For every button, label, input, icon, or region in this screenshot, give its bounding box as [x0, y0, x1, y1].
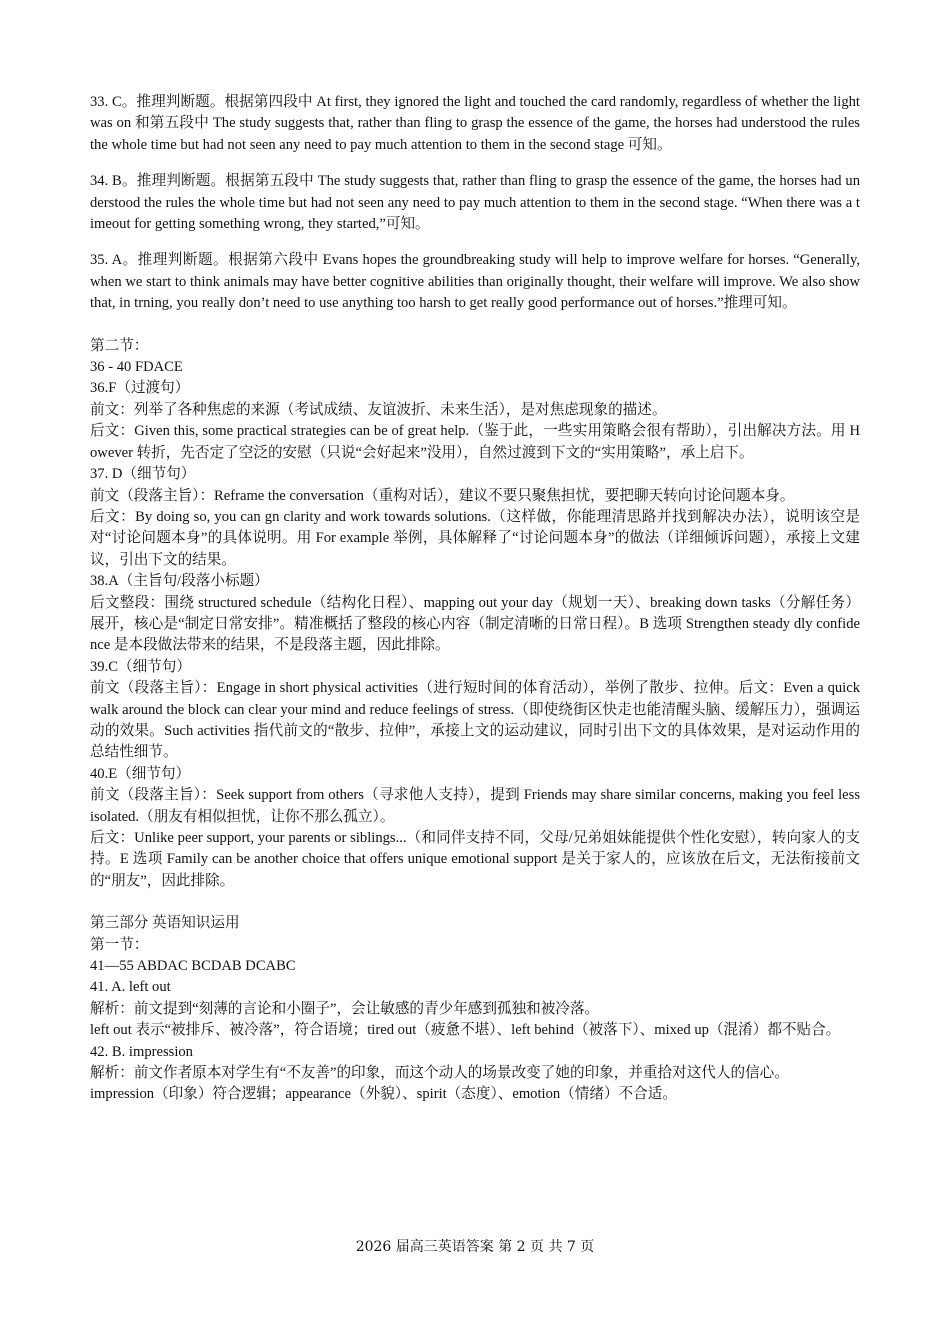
paragraph: 第二节： — [90, 337, 149, 354]
paragraph: 后文：By doing so, you can gn clarity and work towards solutions.（这样做，你能理清思路并找到解决办法），说明该空是对“讨论问题本身”的具体说明。用 For example 举例，具体解释了“讨论问题本身”的做法（详细倾诉问题），承接上文建议，引出下文的结果。 — [90, 508, 860, 568]
paragraph: 解析：前文作者原本对学生有“不友善”的印象，而这个动人的场景改变了她的印象，并重拾对这代人的信心。 — [90, 1065, 789, 1082]
paragraph: 34. B。推理判断题。根据第五段中 The study suggests that, rather than fling to grasp the essence of the game, the horses had understood the rules the whole time but had not seen any need to pay much attention to them in the second stage. “When there was a timeout for getting something wrong, they started,”可知。 — [90, 173, 860, 233]
paragraph: 42. B. impression — [90, 1043, 193, 1060]
spacer — [90, 892, 860, 913]
paragraph: 36 - 40 FDACE — [90, 359, 183, 376]
paragraph: 38.A（主旨句/段落小标题） — [90, 573, 269, 590]
paragraph: 前文（段落主旨）：Reframe the conversation（重构对话），建议不要只聚焦担忧，要把聊天转向讨论问题本身。 — [90, 487, 795, 504]
answer-content — [90, 92, 860, 1106]
paragraph: 39.C（细节句） — [90, 658, 191, 675]
paragraph: left out 表示“被排斥、被冷落”，符合语境；tired out（疲惫不堪）、left behind（被落下）、mixed up（混淆）都不贴合。 — [90, 1022, 841, 1039]
paragraph: 33. C。推理判断题。根据第四段中 At first, they ignored the light and touched the card randomly, regardless of whether the light was on 和第五段中 The study suggests that, rather than fling to grasp the essence of the game, the horses had understood the rules the whole time but had not seen any need to pay much attention to them in the second stage 可知。 — [90, 94, 860, 153]
spacer — [90, 235, 860, 250]
paragraph: 35. A。推理判断题。根据第六段中 Evans hopes the groundbreaking study will help to improve welfare for horses. “Generally, when we start to think animals may have better cognitive abilities than originally thought, their welfare will improve. We also show that, in trning, you really don’t need to use anything too harsh to get really good performance out of horses.”推理可知。 — [90, 252, 860, 312]
paragraph: 解析：前文提到“刻薄的言论和小圈子”，会让敏感的青少年感到孤独和被冷落。 — [90, 1000, 600, 1017]
paragraph: 37. D（细节句） — [90, 466, 196, 483]
paragraph: 36.F（过渡句） — [90, 380, 190, 397]
paragraph: 后文整段：围绕 structured schedule（结构化日程）、mapping out your day（规划一天）、breaking down tasks（分解任务）展开，核心是“制定日常安排”。精准概括了整段的核心内容（制定清晰的日常日程）。B 选项 Strengthen steady dly confidence 是本段做法带来的结果，不是段落主题，因此排除。 — [90, 594, 860, 654]
spacer — [90, 156, 860, 171]
paragraph: 后文：Unlike peer support, your parents or siblings...（和同伴支持不同，父母/兄弟姐妹能提供个性化安慰），转向家人的支持。E 选项 Family can be another choice that offers unique emotional support 是关于家人的，应该放在后文，无法衔接前文的“朋友”，因此排除。 — [90, 830, 860, 889]
paragraph: 前文（段落主旨）：Seek support from others（寻求他人支持），提到 Friends may share similar concerns, making you feel less isolated.（朋友有相似担忧，让你不那么孤立）。 — [90, 787, 860, 825]
paragraph: 前文：列举了各种焦虑的来源（考试成绩、友谊波折、未来生活），是对焦虑现象的描述。 — [90, 401, 667, 418]
paragraph: 41—55 ABDAC BCDAB DCABC — [90, 958, 296, 975]
page-footer: 2026 届高三英语答案 第 2 页 共 7 页 — [355, 1239, 595, 1255]
paragraph: 41. A. left out — [90, 979, 171, 996]
paragraph: 40.E（细节句） — [90, 765, 191, 782]
paragraph: 前文（段落主旨）：Engage in short physical activities（进行短时间的体育活动），举例了散步、拉伸。后文：Even a quick walk around the block can clear your mind and reduce feelings of stress.（即使绕街区快走也能清醒头脑、缓解压力），强调运动的效果。Such activities 指代前文的“散步、拉伸”，承接上文的运动建议，同时引出下文的具体效果，是对运动作用的总结性细节。 — [90, 680, 860, 761]
paragraph: 第一节： — [90, 936, 149, 953]
paragraph: 后文：Given this, some practical strategies can be of great help.（鉴于此，一些实用策略会很有帮助），引出解决方法。用 However 转折，先否定了空泛的安慰（只说“会好起来”没用），自然过渡到下文的“实用策略”，承上启下。 — [90, 423, 860, 461]
spacer — [90, 315, 860, 336]
paragraph: impression（印象）符合逻辑；appearance（外貌）、spirit（态度）、emotion（情绪）不合适。 — [90, 1086, 677, 1103]
paragraph: 第三部分 英语知识运用 — [90, 915, 240, 932]
